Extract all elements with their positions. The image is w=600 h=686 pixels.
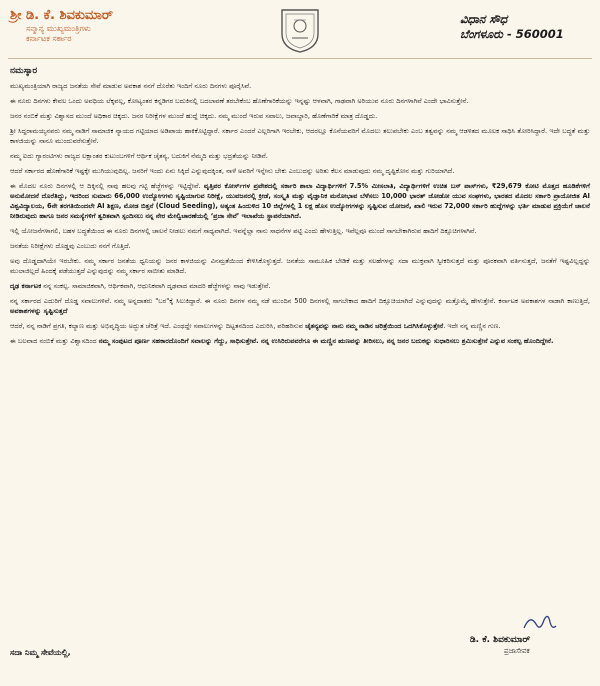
signature-scribble xyxy=(520,610,560,636)
text-run: ಈ ನೂರು ದಿನಗಳು ಕೇವಲ ಒಂದು ಅವಧಿಯ ಲೆಕ್ಕವಲ್ಲ, ಕೋಟ್ಯಂತರ ಕನ್ನಡಿಗರ ಬದುಕಿನಲ್ಲಿ ಬದಲಾವಣೆ ತರಬೇಕೆಂಬ ಹೊಣೆಗಾರಿಕೆಯನ್ನು ಇನ್ನಷ್ಟು ಆಳವಾಗಿ, ಗಾಢವಾಗಿ ಅರಿಯುವ ನೂರು ದಿನಗಳಾಗಿವೆ ಎಂದೇ ಭಾವಿಸುತ್ತೇನೆ. xyxy=(10,97,469,105)
text-run: ಅವು ದೊಡ್ಡದಾಗಿಯೇ ಇರಬೇಕು. ನಮ್ಮ ಸರ್ಕಾರ ಜನತೆಯ ಧ್ವನಿಯನ್ನು ಜನರ ಕಾಳಜಿಯನ್ನು ವಿನಮ್ರತೆಯಿಂದ ಕೇಳಿಸಿಕೊಳ್ಳುತ್ತದೆ. ಜನತೆಯ ಸಾಮೂಹಿಕ ಬೇಡಿಕೆ ಮತ್ತು ಸಲಹೆಗಳನ್ನು ಸದಾ ಮುಕ್ತವಾಗಿ ಸ್ವೀಕರಿಸುತ್ತದೆ ಮತ್ತು ಪೂರಕವಾಗಿ ವರ್ತಿಸುತ್ತದೆ, ಜನತೆಗೆ ಇಷ್ಟವಿಲ್ಲದ್ದನ್ನು ಮುಲಾಜಿಲ್ಲದೆ ಹಿಂದಕ್ಕೆ ಪಡೆಯುತ್ತದೆ ಎನ್ನುವುದನ್ನು ನಮ್ಮ ಸರ್ಕಾರ ಸಾಬೀತು ಮಾಡಿದೆ. xyxy=(10,257,590,275)
paragraph xyxy=(10,336,590,346)
building-name: ವಿಧಾನ ಸೌಧ xyxy=(460,12,508,26)
city-pincode: ಬೆಂಗಳೂರು - 560001 xyxy=(460,27,564,41)
signatory-role: ಪ್ರಜಾಸೇವಕ xyxy=(504,647,530,655)
bold-text: ದೃಢ ಕರ್ನಾಟಕ xyxy=(10,282,42,290)
closing-line: ಸದಾ ನಿಮ್ಮ ಸೇವೆಯಲ್ಲಿ, xyxy=(10,648,71,657)
sender-government: ಕರ್ನಾಟಕ ಸರ್ಕಾರ xyxy=(26,34,72,43)
text-run: ಶ್ರೀ ಸಿದ್ದರಾಮಯ್ಯನವರು ನಮ್ಮ ನಾಡಿಗೆ ಸಾಮಾಜಿಕ ನ್ಯಾಯದ ಗಟ್ಟಿಯಾದ ಅಡಿಪಾಯ ಹಾಕಿಕೊಟ್ಟಿದ್ದಾರೆ. ಸರ್ಕಾರ ಎಂದರೆ ಎಲ್ಲರಿಗಾಗಿ ಇರಬೇಕು, ಆದರಲ್ಲೂ ಕೊನೆಯವರಿಗೆ ಮೊದಲು ತಲುಪಬೇಕು ಎಂಬ ತತ್ವವನ್ನು ನಮ್ಮ ಆಡಳಿತದ ಮೂಲಕ ಸಾಧಿಸಿ ತೋರಿಸಿದ್ದಾರೆ. ಇದೇ ಬದ್ಧತೆ ಮತ್ತು ಕಾಳಜಿಯನ್ನು ನಾನೂ ಮುಂದುವರೆಸುತ್ತೇನೆ. xyxy=(10,127,590,145)
header-divider xyxy=(8,58,592,59)
state-emblem-icon xyxy=(278,4,322,54)
signatory-name: ಡಿ. ಕೆ. ಶಿವಕುಮಾರ್ xyxy=(470,635,531,645)
text-run: ಜನರ ನಂಬಿಕೆ ಮತ್ತು ವಿಶ್ವಾಸದ ಮುಂದೆ ಅಧಿಕಾರ ಚಿಕ್ಕದು. ಜನರ ನಿರೀಕ್ಷೆಗಳ ಮುಂದೆ ಹುದ್ದೆ ಚಿಕ್ಕದು. ನಮ್ಮ ಮುಂದೆ ಇರುವ ಸವಾಲು, ಜವಾಬ್ದಾರಿ, ಹೊಣೆಗಾರಿಕೆ ಮಾತ್ರ ದೊಡ್ಡದು. xyxy=(10,112,378,120)
text-run: . ಇದೇ ನನ್ನ ಮಣ್ಣಿನ ಗುಣ. xyxy=(443,322,501,330)
sender-name: ಶ್ರೀ ಡಿ. ಕೆ. ಶಿವಕುಮಾರ್ xyxy=(10,8,113,23)
paragraph xyxy=(10,151,590,161)
letter-body xyxy=(10,64,590,351)
paragraph xyxy=(10,111,590,121)
paragraph xyxy=(10,166,590,176)
paragraph xyxy=(10,256,590,276)
paragraph xyxy=(10,321,590,331)
bold-text: ಚೈತನ್ಯವನ್ನು ನಾನು ನಮ್ಮ ನಾಡಿನ ಚರಿತ್ರೆಯಿಂದ ಒದಗಿಸಿಕೊಳ್ಳುತ್ತೇನೆ xyxy=(305,322,444,330)
bold-text: ನಮ್ಮ ಸಂಪುಟದ ಪೂರ್ಣ ಸಹಕಾರದೊಂದಿಗೆ ಸವಾಲನ್ನು ಗೆದ್ದು, ಸಾಧಿಸುತ್ತೇವೆ. ನನ್ನ ಉಸಿರಿರುವವರೆಗೂ ಈ ಮಣ್ಣಿನ ಋಣವನ್ನು ತೀರಿಸಲು, ನನ್ನ ಜನರ ಬದುಕನ್ನು ಸುಧಾರಿಸಲು ಶ್ರಮಿಸುತ್ತೇನೆ ಎನ್ನುವ ಸಂಕಲ್ಪ ಹೊಂದಿದ್ದೇನೆ. xyxy=(98,337,554,345)
signature-block xyxy=(470,634,580,656)
text-run: ಈ ಬಲವಾದ ನಂಬಿಕೆ ಮತ್ತು ವಿಶ್ವಾಸದಿಂದ xyxy=(10,337,99,345)
paragraph xyxy=(10,81,590,91)
text-run: ಇಲ್ಲಿ ಯೋಜನೆಗಳಾಗಲಿ, ಬಹಳ ಬದ್ಧತೆಯಿಂದ ಈ ನೂರು ದಿನಗಳಲ್ಲಿ ಚಾಲನೆ ನೀಡಲು ನಮಗೆ ಸಾಧ್ಯವಾಗಿದೆ. ಇವನ್ನೆಲ್ಲಾ ನಾನು ಸಾಧನೆಗಳ ಪಟ್ಟಿ ಎಂದು ಹೇಳುತ್ತಿಲ್ಲ. ಇವೆಲ್ಲವೂ ಮುಂದೆ ಸಾಗಬೇಕಾಗಿರುವ ಹಾದಿಗೆ ದಿಕ್ಸೂಚಿಗಳಾಗಿವೆ. xyxy=(10,227,477,235)
text-run: ಆದರೆ, ನನ್ನ ನಾಡಿಗೆ ಪ್ರಗತಿ, ಕಲ್ಯಾಣ ಮತ್ತು ಅಭಿವೃದ್ಧಿಯ ಅದ್ಭುತ ಚೆರಿತ್ರೆ ಇದೆ. ಎಂಥದ್ದೇ ಸವಾಲುಗಳನ್ನು ದಿಟ್ಟತನದಿಂದ ಎದುರಿಸಿ, ಪರಿಹರಿಸುವ xyxy=(10,322,306,330)
sender-designation: ಸನ್ಮಾನ್ಯ ಮುಖ್ಯಮಂತ್ರಿಗಳು xyxy=(26,24,91,33)
paragraph xyxy=(10,296,590,316)
bold-text: ಅವಕಾಶಗಳನ್ನು ಸೃಷ್ಟಿಸುತ್ತದೆ xyxy=(10,307,68,315)
text-run: ನನ್ನ ಸಂಕಲ್ಪ. ಸಾಮಾಜಿಕವಾಗಿ, ಆರ್ಥಿಕವಾಗಿ, ಆಧುನಿಕವಾಗಿ ದೃಢವಾದ ಮಾದರಿ ಹೆಜ್ಜೆಗಳನ್ನು ನಾವು ಇಡುತ್ತೇವೆ. xyxy=(41,282,271,290)
bold-text: ವೃತ್ತಿಪರ ಕೋರ್ಸ್‌ಗಳ ಪ್ರವೇಶದಲ್ಲಿ ಸರ್ಕಾರಿ ಶಾಲಾ ವಿದ್ಯಾರ್ಥಿಗಳಿಗೆ 7.5% ಮೀಸಲಾತಿ, ವಿದ್ಯಾರ್ಥಿಗಳಿಗೆ ಉಚಿತ ಬಸ್ ಪಾಸ್‌ಗಳು, ₹29,679 ಕೋಟಿ ಮೊತ್ತದ ಹೂಡಿಕೆಗಳಿಗೆ ಅನುಮೋದನೆ ದೊರೆತಿದ್ದು, ಇದರಿಂದ ಸುಮಾರು 66,000 ಉದ್ಯೋಗಗಳು ಸೃಷ್ಟಿಯಾಗುವ ನಿರೀಕ್ಷೆ, ಯುವಜನರಲ್ಲಿ ಕ್ರೀಡೆ, ಸಂಸ್ಕೃತಿ ಮತ್ತು ವೈಜ್ಞಾನಿಕ ಮನೋಭಾವ ಬೆಳೆಸಲು 10,000 ಭಾರತ್ ಜೋಡೋ ಯುವ ಸಂಘಗಳು, ಭಾರತದ ಮೊದಲ ಸರ್ಕಾರಿ ಪ್ರಾಯೋಜಿತ AI ವಿಶ್ವವಿದ್ಯಾಲಯ, 6ನೇ ತರಗತಿಯಿಂದಲೇ AI ಶಿಕ್ಷಣ, ಮೋಡ ಬಿತ್ತನೆ (Cloud Seeding), ಅತ್ಯಂತ ಹಿಂದುಳಿದ 10 ಜಿಲ್ಲೆಗಳಲ್ಲಿ 1 ಲಕ್ಷ ಹೊಸ ಉದ್ಯೋಗಗಳನ್ನು ಸೃಷ್ಟಿಸುವ ಯೋಜನೆ, ಖಾಲಿ ಇರುವ 72,000 ಸರ್ಕಾರಿ ಹುದ್ದೆಗಳನ್ನು ಭರ್ತಿ ಮಾಡುವ ಪ್ರಕ್ರಿಯೆಗೆ ಚಾಲನೆ ನೀಡಿರುವುದು ಹಾಗೂ ಜನರ ಸಮಸ್ಯೆಗಳಿಗೆ ತ್ವರಿತವಾಗಿ ಸ್ಪಂದಿಸಲು ನನ್ನ ನೇರ ಮೇಲ್ವಿಚಾರಣೆಯಲ್ಲಿ ‘ಪ್ರಜಾ ಸೇವೆ’ ಇಲಾಖೆಯ ಸ್ಥಾಪನೆಯಾಗಿದೆ. xyxy=(10,182,590,220)
sender-block xyxy=(10,8,210,44)
paragraph xyxy=(10,96,590,106)
text-run: ನನ್ನ ಸರ್ಕಾರದ ಎದುರಿಗೆ ದೊಡ್ಡ ಸವಾಲುಗಳಿವೆ. ನಮ್ಮ ಅನ್ನದಾತರು "ಬರ"ಕ್ಕೆ ಸಿಲುಕಿದ್ದಾರೆ. ಈ ನೂರು ದಿನಗಳ ನಮ್ಮ ನಡೆ ಮುಂದಿನ 500 ದಿನಗಳಲ್ಲಿ ಸಾಗಬೇಕಾದ ಹಾದಿಗೆ ದಿಕ್ಸೂಚಿಯಾಗಿದೆ ಎನ್ನುವುದನ್ನು ಮತ್ತೊಮ್ಮೆ ಹೇಳುತ್ತೇನೆ. ಕರ್ನಾಟಕ ಅವಕಾಶಗಳ ನಾಡಾಗಿ ಕಾಣುತ್ತಿದೆ, xyxy=(10,297,590,305)
text-run: ನಮ್ಮ ಐದು ಗ್ಯಾರಂಟಿಗಳು ರಾಜ್ಯದ ಲಕ್ಷಾಂತರ ಕುಟುಂಬಗಳಿಗೆ ಆರ್ಥಿಕ ಚೈತನ್ಯ, ಬದುಕಿಗೆ ನೆಮ್ಮದಿ ಮತ್ತು ಭದ್ರತೆಯನ್ನು ನೀಡಿವೆ. xyxy=(10,152,268,160)
text-run: ಜನತೆಯ ನಿರೀಕ್ಷೆಗಳು ದೊಡ್ಡವು ಎಂಬುದು ನನಗೆ ಗೊತ್ತಿದೆ. xyxy=(10,242,131,250)
paragraph xyxy=(10,281,590,291)
paragraph xyxy=(10,126,590,146)
letterhead xyxy=(0,0,600,62)
salutation: ನಮಸ್ಕಾರ xyxy=(10,66,38,76)
paragraph-list xyxy=(10,81,590,346)
text-run: ಆದರೆ ಸರ್ಕಾರದ ಹೊಣೆಗಾರಿಕೆ ಇಷ್ಟಕ್ಕೇ ಮುಗಿಯುವುದಿಲ್ಲ. ಜನರಿಗೆ ಇಂದು ಏನು ಸಿಕ್ಕಿದೆ ಎನ್ನುವುದಕ್ಕಿಂತ, ನಾಳೆ ಅವರಿಗೆ ಇನ್ನೇನು ಬೇಕು ಎಂಬುದನ್ನು ಅರಿತು ಕೆಲಸ ಮಾಡುವುದು ನಮ್ಮ ದೃಷ್ಟಿಕೋನ ಮತ್ತು ಗುರಿಯಾಗಿದೆ. xyxy=(10,167,455,175)
paragraph xyxy=(10,226,590,236)
paragraph xyxy=(10,241,590,251)
text-run: ಈ ಮೊದಲ ನೂರು ದಿನಗಳಲ್ಲಿ ಆ ದಿಕ್ಕಿನಲ್ಲಿ ನಾವು ಹಲವು ಗಟ್ಟಿ ಹೆಜ್ಜೆಗಳನ್ನು ಇಟ್ಟಿದ್ದೇವೆ. xyxy=(10,182,204,190)
paragraph xyxy=(10,181,590,221)
text-run: ಮುಖ್ಯಮಂತ್ರಿಯಾಗಿ ರಾಜ್ಯದ ಜನತೆಯ ಸೇವೆ ಮಾಡುವ ಅವಕಾಶ ನನಗೆ ದೊರೆತು ಇಂದಿಗೆ ನೂರು ದಿನಗಳು ಪೂರೈಸಿವೆ. xyxy=(10,82,252,90)
address-block xyxy=(460,12,570,42)
